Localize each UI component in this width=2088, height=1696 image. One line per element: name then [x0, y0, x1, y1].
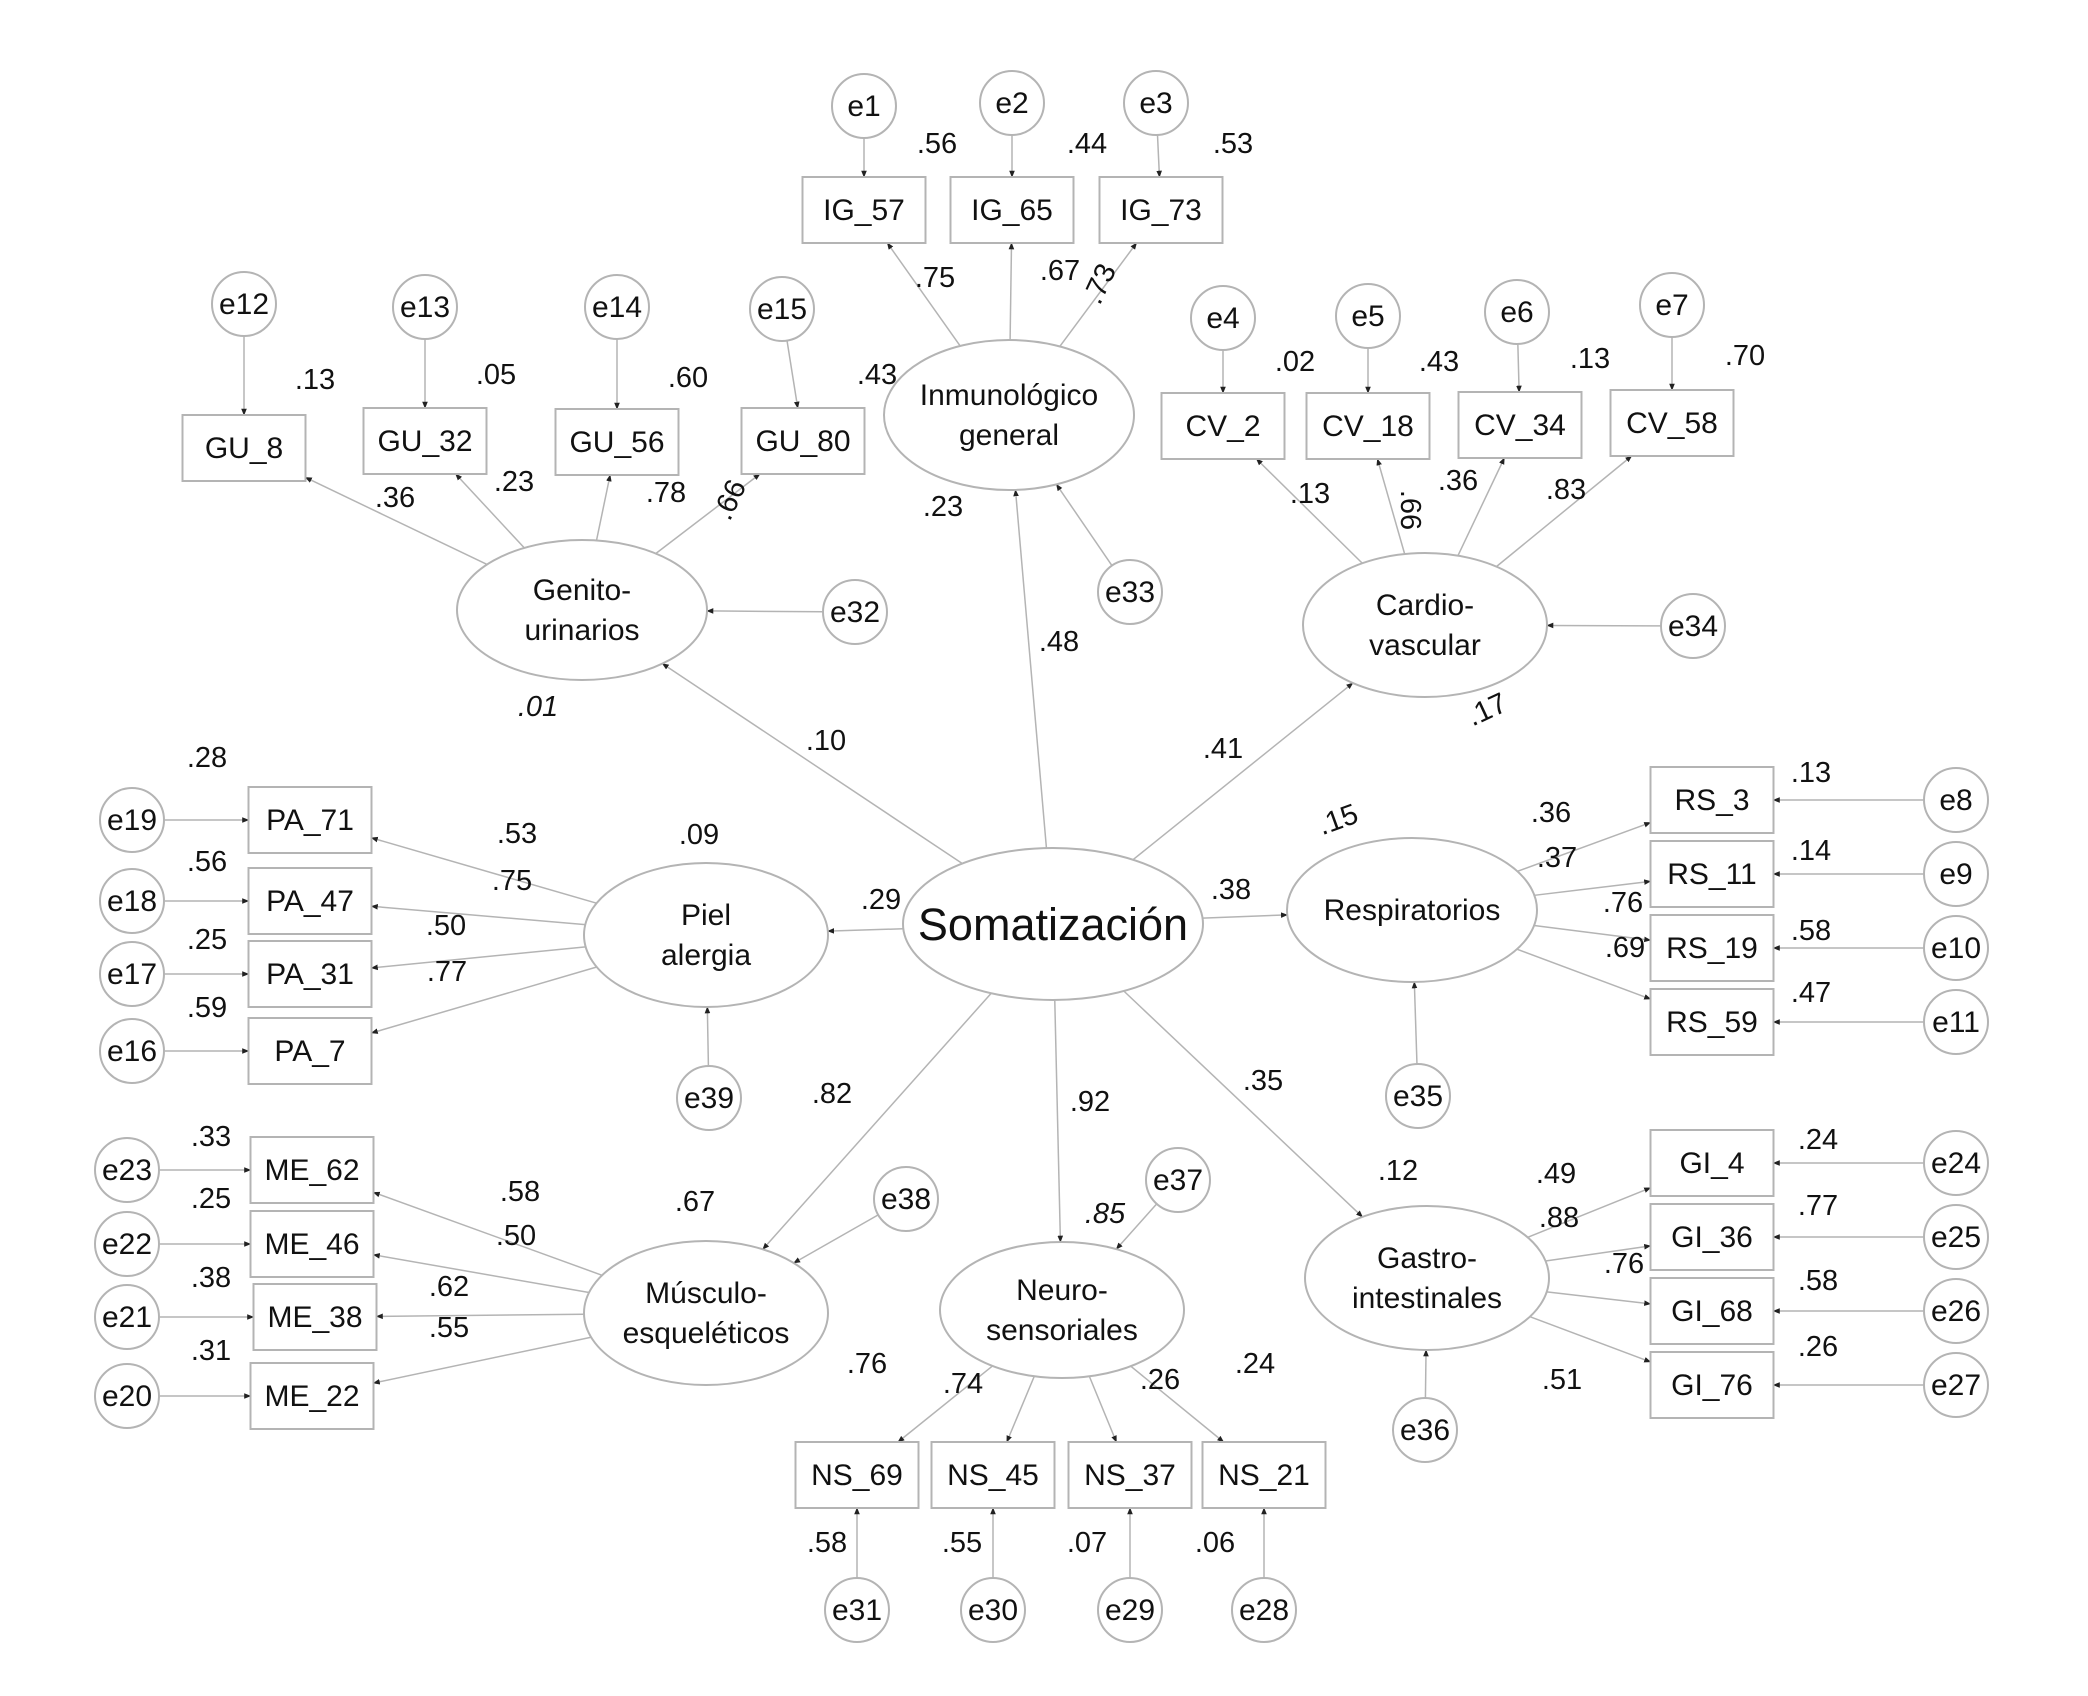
loading-arrow-CV_58: [1496, 456, 1631, 567]
structural-arrow-ns: [1055, 1000, 1061, 1242]
node-me: [584, 1241, 828, 1385]
error-label-e10: e10: [1930, 931, 1982, 965]
node-e20: [95, 1364, 159, 1428]
error-arrow-e39: [707, 1007, 708, 1066]
indicator-label-gi_76: GI_76: [1671, 1368, 1753, 1402]
factor-ellipse-ig: [884, 340, 1134, 490]
factor-label-rs: Respiratorios: [1323, 893, 1501, 927]
error-label-e19: e19: [106, 803, 158, 837]
structural-arrow-ig: [1015, 490, 1046, 848]
node-e17: [100, 942, 164, 1006]
node-e9: [1924, 842, 1988, 906]
loading-arrow-ME_22: [374, 1337, 592, 1383]
coefficient-label: .58: [1797, 1265, 1839, 1297]
coefficient-label: .58: [1790, 915, 1832, 947]
error-label-e26: e26: [1930, 1294, 1982, 1328]
node-ns_37: [1069, 1442, 1192, 1508]
coefficient-label: .62: [428, 1271, 470, 1303]
node-e4: [1191, 286, 1255, 350]
factor-label-ns: Neuro-sensoriales: [986, 1273, 1138, 1347]
node-gi: [1305, 1206, 1549, 1350]
coefficient-label: .78: [645, 477, 687, 509]
node-pa_47: [249, 868, 372, 934]
node-cv: [1303, 553, 1547, 697]
coefficient-label: .36: [1530, 797, 1572, 829]
coefficient-label: .73: [1076, 258, 1124, 310]
indicator-label-me_22: ME_22: [264, 1379, 360, 1413]
node-ig: [884, 340, 1134, 490]
loading-arrow-ME_46: [374, 1255, 590, 1293]
node-cv_34: [1459, 392, 1582, 458]
node-e37: [1146, 1148, 1210, 1212]
coefficient-label: .51: [1541, 1364, 1583, 1396]
node-gu: [457, 540, 707, 680]
coefficient-label: .09: [678, 819, 720, 851]
indicator-label-gu_56: GU_56: [569, 425, 665, 459]
error-label-e2: e2: [995, 86, 1029, 120]
indicator-label-rs_3: RS_3: [1674, 783, 1750, 817]
coefficient-label: .85: [1084, 1198, 1126, 1230]
error-label-e15: e15: [756, 292, 808, 326]
coefficient-label: .23: [922, 491, 964, 523]
error-label-e33: e33: [1104, 575, 1156, 609]
factor-ellipse-ns: [940, 1242, 1184, 1378]
node-rs_19: [1651, 915, 1774, 981]
node-pa_7: [249, 1018, 372, 1084]
indicator-label-rs_19: RS_19: [1666, 931, 1758, 965]
indicator-label-cv_34: CV_34: [1474, 408, 1566, 442]
node-e35: [1386, 1064, 1450, 1128]
coefficient-label: .41: [1202, 733, 1244, 765]
node-cv_18: [1307, 393, 1430, 459]
error-label-e14: e14: [591, 290, 643, 324]
indicator-label-ns_45: NS_45: [947, 1458, 1039, 1492]
indicator-label-gu_8: GU_8: [204, 431, 284, 465]
error-label-e12: e12: [218, 287, 270, 321]
node-gu_80: [742, 408, 865, 474]
factor-ellipse-gu: [457, 540, 707, 680]
node-e11: [1924, 990, 1988, 1054]
error-label-e29: e29: [1104, 1593, 1156, 1627]
error-arrow-e32: [707, 611, 823, 612]
error-label-e38: e38: [880, 1182, 932, 1216]
indicator-label-cv_58: CV_58: [1626, 406, 1718, 440]
node-e32: [823, 580, 887, 644]
coefficient-label: .05: [475, 359, 517, 391]
coefficient-label: .53: [496, 818, 538, 850]
error-label-e30: e30: [967, 1593, 1019, 1627]
error-label-e28: e28: [1238, 1593, 1290, 1627]
error-label-e16: e16: [106, 1034, 158, 1068]
indicator-label-ns_21: NS_21: [1218, 1458, 1310, 1492]
coefficient-label: .82: [811, 1078, 853, 1110]
node-ns_45: [932, 1442, 1055, 1508]
node-gi_68: [1651, 1278, 1774, 1344]
factor-label-cv: Cardio-vascular: [1369, 588, 1481, 662]
indicator-label-gi_4: GI_4: [1679, 1146, 1745, 1180]
node-me_22: [251, 1363, 374, 1429]
coefficient-label: .10: [805, 725, 847, 757]
error-arrow-e38: [794, 1215, 878, 1263]
coefficient-label: .29: [860, 884, 902, 916]
node-e18: [100, 869, 164, 933]
indicator-label-rs_59: RS_59: [1666, 1005, 1758, 1039]
coefficient-label: .55: [428, 1312, 470, 1344]
coefficient-label: .44: [1066, 128, 1108, 160]
coefficient-label: .07: [1066, 1527, 1108, 1559]
error-label-e6: e6: [1500, 295, 1534, 329]
nodes: [95, 71, 1988, 1642]
error-label-e27: e27: [1930, 1368, 1982, 1402]
node-e33: [1098, 560, 1162, 624]
node-e1: [832, 74, 896, 138]
node-e22: [95, 1212, 159, 1276]
error-arrow-e36: [1425, 1350, 1426, 1398]
coefficient-label: .88: [1538, 1202, 1580, 1234]
indicator-label-cv_18: CV_18: [1322, 409, 1414, 443]
error-arrow-e33: [1056, 484, 1112, 565]
loading-arrow-PA_31: [372, 947, 586, 968]
indicator-label-gu_80: GU_80: [755, 424, 851, 458]
error-label-e31: e31: [831, 1593, 883, 1627]
node-pa_71: [249, 787, 372, 853]
error-label-e1: e1: [847, 89, 881, 123]
coefficient-label: .58: [806, 1527, 848, 1559]
node-e31: [825, 1578, 889, 1642]
error-label-e11: e11: [1932, 1005, 1980, 1039]
error-label-e9: e9: [1939, 857, 1973, 891]
indicator-label-pa_7: PA_7: [274, 1034, 346, 1068]
node-e24: [1924, 1131, 1988, 1195]
coefficient-label: .25: [186, 924, 228, 956]
node-e5: [1336, 284, 1400, 348]
factor-label-pa: Piel alergia: [660, 898, 752, 972]
node-gu_8: [183, 415, 306, 481]
error-label-e32: e32: [829, 595, 881, 629]
coefficient-label: .76: [1602, 887, 1644, 919]
error-label-e37: e37: [1152, 1163, 1204, 1197]
node-rs: [1287, 838, 1537, 982]
coefficient-label: .49: [1535, 1158, 1577, 1190]
node-gi_4: [1651, 1130, 1774, 1196]
error-label-e39: e39: [683, 1081, 735, 1115]
node-ns_21: [1203, 1442, 1326, 1508]
coefficient-label: .43: [1418, 346, 1460, 378]
coefficient-label: .67: [674, 1186, 716, 1218]
coefficient-label: .92: [1069, 1086, 1111, 1118]
factor-ellipse-me: [584, 1241, 828, 1385]
coefficient-label: .60: [667, 362, 709, 394]
coefficient-label: .69: [1604, 932, 1646, 964]
coefficient-label: .76: [846, 1348, 888, 1380]
factor-ellipse-gi: [1305, 1206, 1549, 1350]
error-label-e4: e4: [1206, 301, 1240, 335]
node-e19: [100, 788, 164, 852]
indicator-label-pa_47: PA_47: [266, 884, 354, 918]
indicator-label-gu_32: GU_32: [377, 424, 473, 458]
error-label-e23: e23: [101, 1153, 153, 1187]
indicator-label-ns_69: NS_69: [811, 1458, 903, 1492]
coefficient-label: .75: [491, 865, 533, 897]
error-label-e24: e24: [1930, 1146, 1982, 1180]
node-e14: [585, 275, 649, 339]
coefficient-label: .83: [1545, 474, 1587, 506]
coefficient-label: .70: [1724, 340, 1766, 372]
coefficient-label: .36: [1437, 465, 1479, 497]
node-e21: [95, 1285, 159, 1349]
loading-arrow-ME_38: [377, 1314, 585, 1316]
node-e16: [100, 1019, 164, 1083]
error-label-e18: e18: [106, 884, 158, 918]
node-e3: [1124, 71, 1188, 135]
node-me_38: [254, 1284, 377, 1350]
factor-label-ig: Inmunológico general: [919, 378, 1099, 452]
indicator-label-me_62: ME_62: [264, 1153, 360, 1187]
node-e12: [212, 272, 276, 336]
error-label-e3: e3: [1139, 86, 1173, 120]
loading-arrow-IG_57: [887, 243, 960, 346]
error-label-e17: e17: [106, 957, 158, 991]
indicator-label-ig_73: IG_73: [1120, 193, 1202, 227]
structural-arrow-pa: [828, 929, 903, 931]
indicator-label-me_46: ME_46: [264, 1227, 360, 1261]
coefficient-label: .67: [1039, 255, 1081, 287]
indicator-label-rs_11: RS_11: [1667, 857, 1757, 891]
node-rs_11: [1651, 841, 1774, 907]
node-e7: [1640, 273, 1704, 337]
node-me_62: [251, 1137, 374, 1203]
node-e25: [1924, 1205, 1988, 1269]
error-label-e22: e22: [101, 1227, 153, 1261]
error-label-e13: e13: [399, 290, 451, 324]
error-label-e21: e21: [101, 1300, 153, 1334]
factor-label-som: Somatización: [917, 898, 1189, 950]
node-e28: [1232, 1578, 1296, 1642]
node-cv_58: [1611, 390, 1734, 456]
factor-label-me: Músculo-esqueléticos: [622, 1276, 790, 1350]
coefficient-label: .66: [1394, 489, 1426, 531]
structural-arrow-cv: [1133, 683, 1353, 860]
loading-arrow-CV_2: [1256, 459, 1362, 563]
indicator-label-ig_57: IG_57: [823, 193, 905, 227]
node-rs_59: [1651, 989, 1774, 1055]
node-e30: [961, 1578, 1025, 1642]
coefficient-label: .38: [190, 1262, 232, 1294]
loading-arrow-NS_45: [1007, 1376, 1035, 1442]
error-label-e7: e7: [1655, 288, 1689, 322]
loading-arrow-PA_7: [372, 967, 597, 1033]
node-e36: [1393, 1398, 1457, 1462]
node-gi_36: [1651, 1204, 1774, 1270]
coefficient-label: .13: [1569, 343, 1611, 375]
factor-label-gu: Genito-urinarios: [524, 573, 640, 647]
factor-label-gi: Gastro-intestinales: [1351, 1241, 1503, 1315]
coefficient-label: .77: [1797, 1190, 1839, 1222]
error-arrow-e6: [1518, 344, 1519, 392]
node-e38: [874, 1167, 938, 1231]
loading-arrow-IG_65: [1010, 243, 1011, 340]
coefficient-label: .06: [1194, 1527, 1236, 1559]
coefficient-label: .66: [706, 474, 754, 526]
structural-arrow-rs: [1203, 915, 1288, 918]
coefficient-label: .28: [186, 742, 228, 774]
node-rs_3: [1651, 767, 1774, 833]
coefficient-label: .12: [1377, 1155, 1419, 1187]
node-ig_57: [803, 177, 926, 243]
error-label-e25: e25: [1930, 1220, 1982, 1254]
factor-ellipse-cv: [1303, 553, 1547, 697]
coefficient-label: .01: [517, 691, 559, 723]
coefficient-label: .37: [1536, 842, 1578, 874]
coefficient-label: .13: [1790, 757, 1832, 789]
coefficient-label: .24: [1797, 1124, 1839, 1156]
coefficient-label: .14: [1790, 835, 1832, 867]
node-pa: [584, 863, 828, 1007]
node-ns: [940, 1242, 1184, 1378]
coefficient-label: .13: [294, 364, 336, 396]
error-label-e35: e35: [1392, 1079, 1444, 1113]
node-som: [903, 848, 1203, 1000]
coefficient-label: .59: [186, 992, 228, 1024]
coefficient-label: .33: [190, 1121, 232, 1153]
indicator-label-cv_2: CV_2: [1185, 409, 1261, 443]
coefficient-label: .50: [495, 1220, 537, 1252]
coefficient-label: .26: [1797, 1331, 1839, 1363]
node-e39: [677, 1066, 741, 1130]
coefficient-label: .50: [425, 910, 467, 942]
node-e23: [95, 1138, 159, 1202]
node-ns_69: [796, 1442, 919, 1508]
indicator-label-pa_31: PA_31: [266, 957, 354, 991]
node-e13: [393, 275, 457, 339]
loading-arrow-NS_37: [1089, 1376, 1116, 1442]
coefficient-label: .47: [1790, 977, 1832, 1009]
indicator-label-gi_68: GI_68: [1671, 1294, 1753, 1328]
loading-arrow-PA_71: [372, 838, 597, 903]
loading-arrow-PA_47: [372, 906, 586, 924]
error-label-e20: e20: [101, 1379, 153, 1413]
node-gi_76: [1651, 1352, 1774, 1418]
coefficient-label: .58: [499, 1176, 541, 1208]
coefficient-label: .17: [1461, 686, 1513, 734]
node-e34: [1661, 594, 1725, 658]
coefficient-label: .13: [1289, 478, 1331, 510]
indicator-label-me_38: ME_38: [267, 1300, 363, 1334]
node-gu_32: [364, 408, 487, 474]
error-label-e34: e34: [1667, 609, 1719, 643]
coefficient-label: .48: [1038, 626, 1080, 658]
node-e27: [1924, 1353, 1988, 1417]
node-me_46: [251, 1211, 374, 1277]
node-e2: [980, 71, 1044, 135]
indicator-label-gi_36: GI_36: [1671, 1220, 1753, 1254]
coefficient-label: .35: [1242, 1065, 1284, 1097]
node-e6: [1485, 280, 1549, 344]
coefficient-label: .26: [1139, 1364, 1181, 1396]
coefficient-label: .77: [426, 956, 468, 988]
coefficient-label: .56: [186, 846, 228, 878]
node-e8: [1924, 768, 1988, 832]
coefficient-label: .24: [1234, 1348, 1276, 1380]
error-arrow-e15: [787, 341, 798, 408]
coefficient-label: .75: [914, 262, 956, 294]
error-arrow-e35: [1414, 982, 1417, 1064]
coefficient-label: .55: [941, 1527, 983, 1559]
node-ig_65: [951, 177, 1074, 243]
node-pa_31: [249, 941, 372, 1007]
indicator-label-ns_37: NS_37: [1084, 1458, 1176, 1492]
coefficient-label: .38: [1210, 874, 1252, 906]
coefficient-label: .25: [190, 1183, 232, 1215]
coefficient-label: .23: [493, 466, 535, 498]
coefficient-label: .43: [856, 359, 898, 391]
loading-arrow-GU_56: [596, 475, 610, 540]
error-arrow-e3: [1157, 135, 1159, 177]
coefficient-label: .53: [1212, 128, 1254, 160]
loading-arrow-GI_76: [1530, 1317, 1651, 1362]
node-gu_56: [556, 409, 679, 475]
coefficient-label: .74: [942, 1368, 984, 1400]
coefficient-label: .76: [1603, 1248, 1645, 1280]
node-e15: [750, 277, 814, 341]
coefficient-label: .31: [190, 1335, 232, 1367]
node-e29: [1098, 1578, 1162, 1642]
indicator-label-ig_65: IG_65: [971, 193, 1053, 227]
node-cv_2: [1162, 393, 1285, 459]
node-e26: [1924, 1279, 1988, 1343]
coefficient-label: .02: [1274, 346, 1316, 378]
node-e10: [1924, 916, 1988, 980]
coefficient-label: .36: [374, 482, 416, 514]
error-label-e36: e36: [1399, 1413, 1451, 1447]
loading-arrow-GI_68: [1547, 1292, 1651, 1304]
indicator-label-pa_71: PA_71: [266, 803, 354, 837]
error-label-e5: e5: [1351, 299, 1385, 333]
node-ig_73: [1100, 177, 1223, 243]
coefficient-label: .15: [1313, 798, 1363, 842]
factor-ellipse-pa: [584, 863, 828, 1007]
error-label-e8: e8: [1939, 783, 1973, 817]
coefficient-label: .56: [916, 128, 958, 160]
loading-arrow-ME_62: [374, 1192, 603, 1275]
